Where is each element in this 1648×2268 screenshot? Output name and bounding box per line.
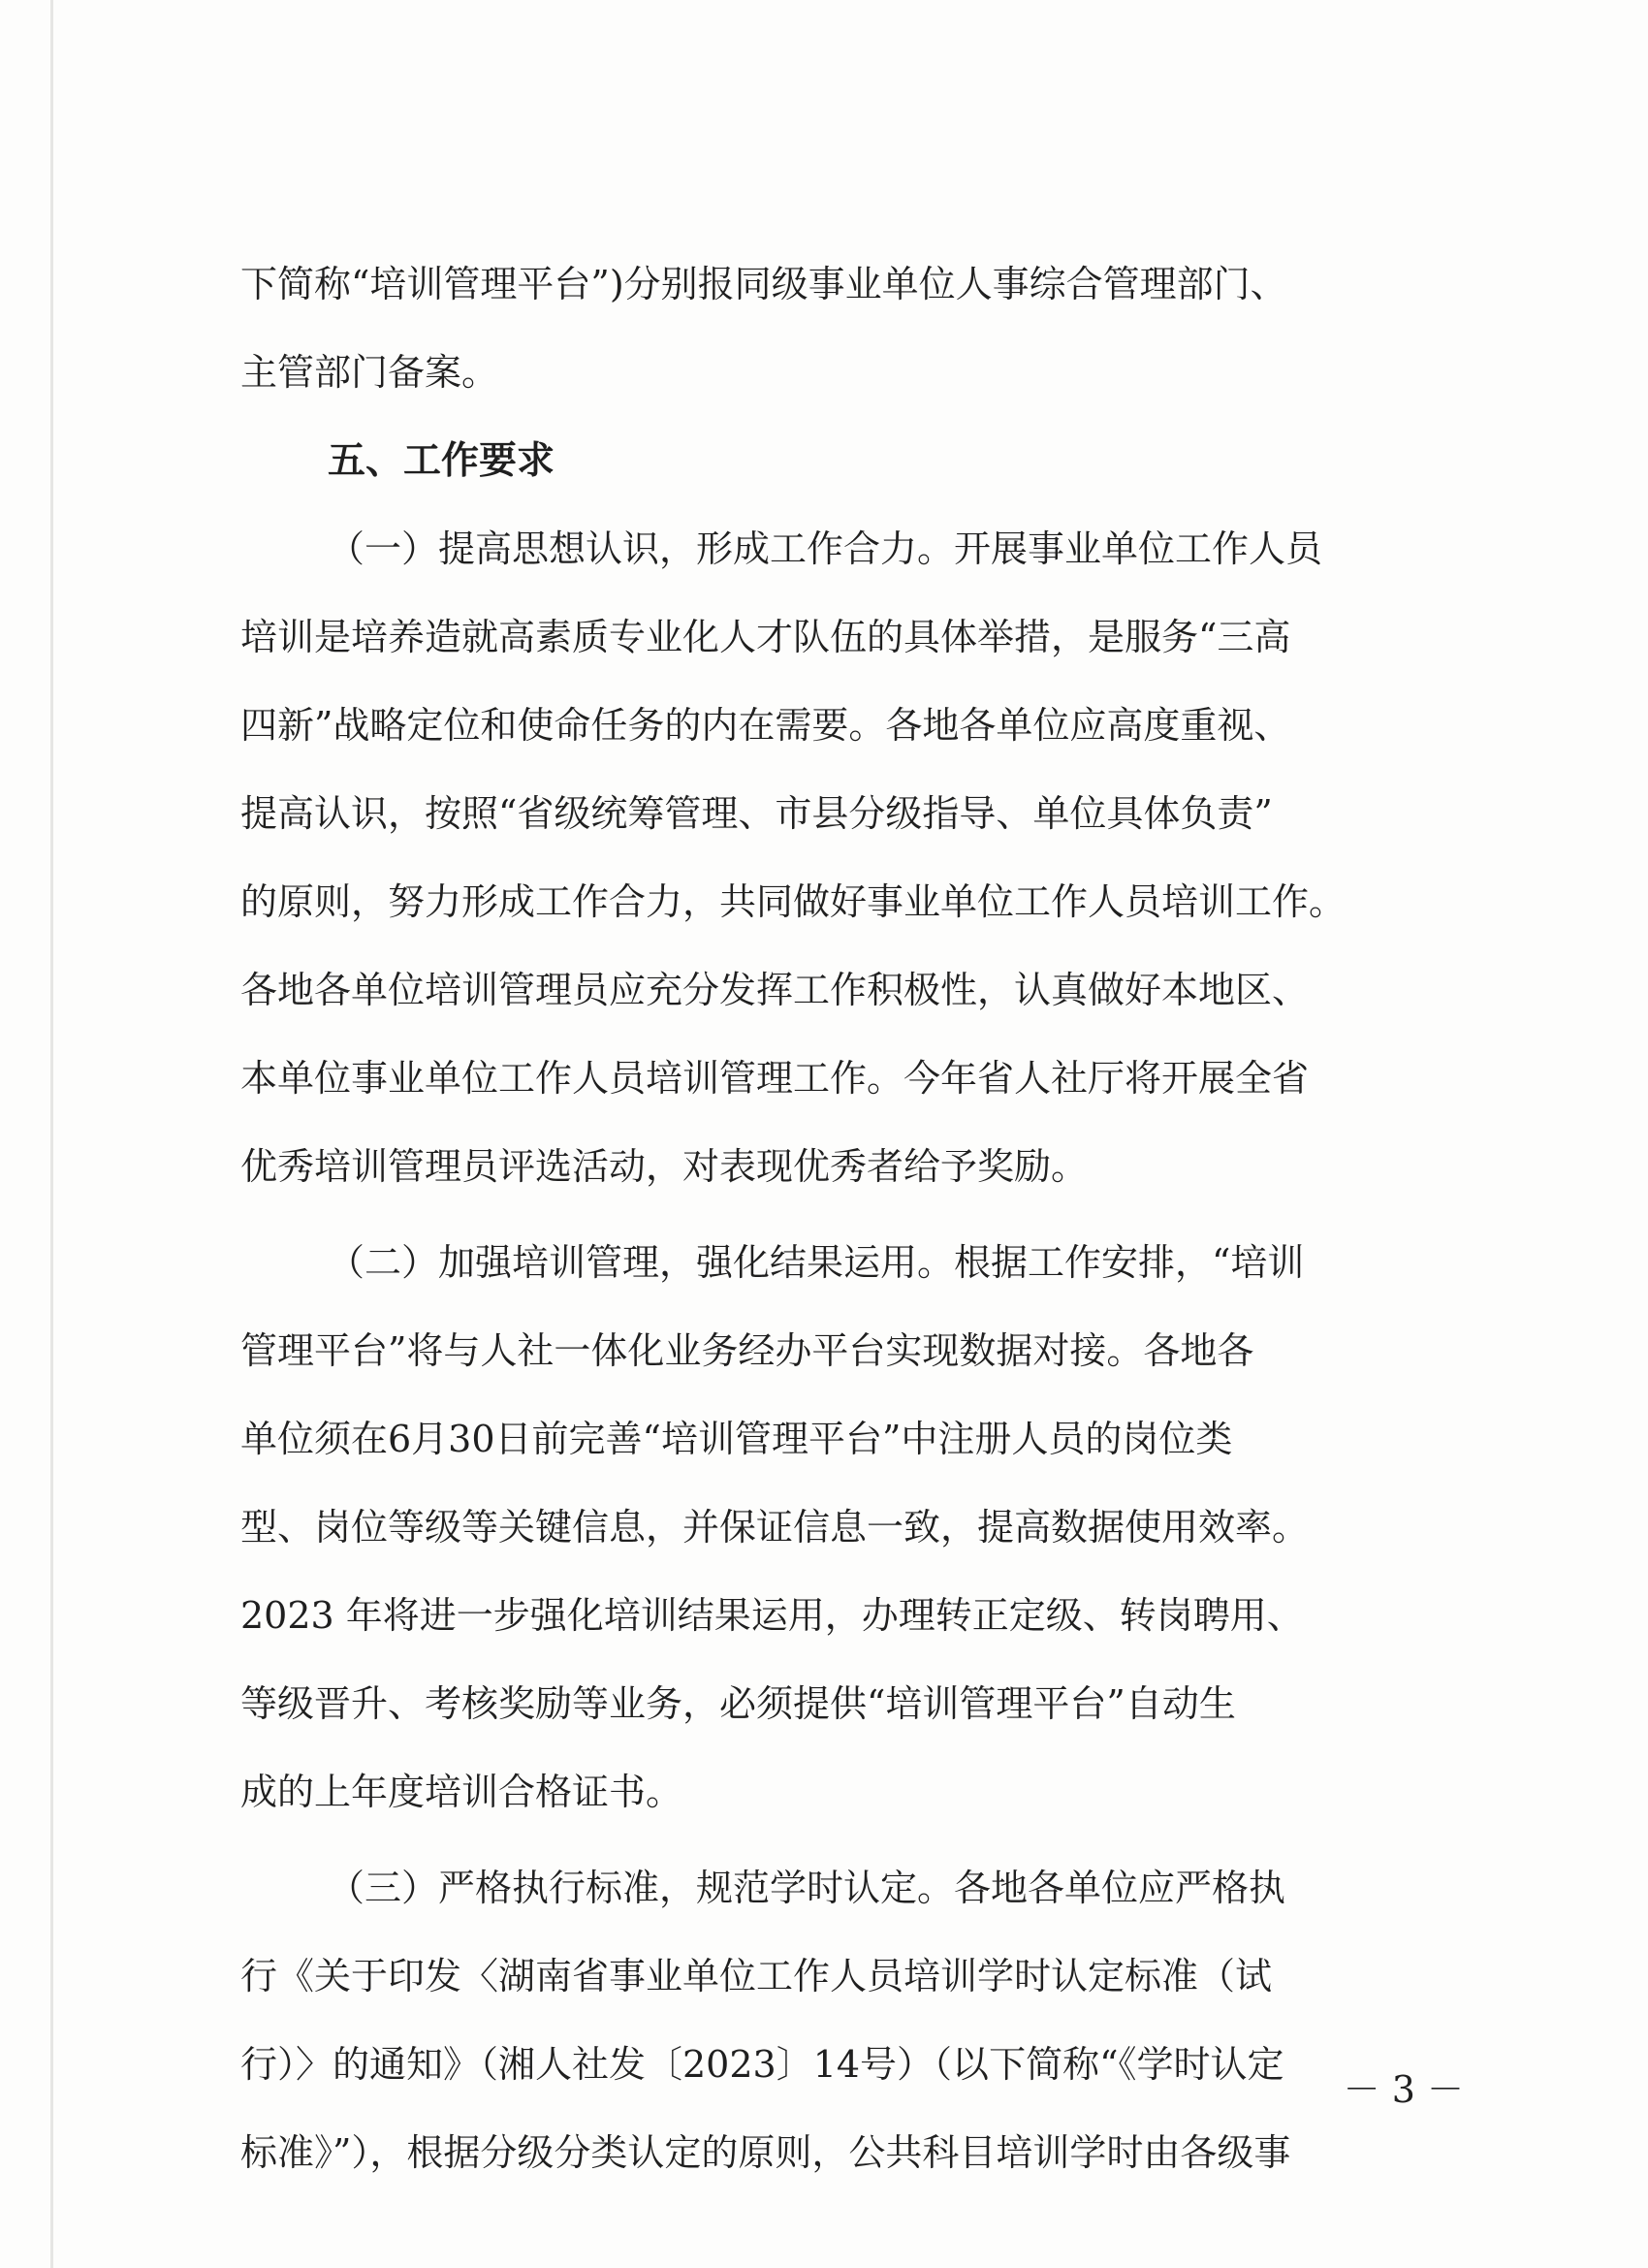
paragraph-start: （二）加强培训管理，强化结果运用。根据工作安排，“培训 [328,1241,1305,1284]
paragraph-start: （三）严格执行标准，规范学时认定。各地各单位应严格执 [328,1867,1286,1909]
text-line: 优秀培训管理员评选活动，对表现优秀者给予奖励。 [240,1145,1089,1188]
text-line: 2023 年将进一步强化培训结果运用，办理转正定级、转岗聘用、 [240,1594,1304,1637]
text-line: 标准》”），根据分级分类认定的原则，公共科目培训学时由各级事 [240,2131,1291,2174]
document-body [240,240,1447,2197]
section-heading: 五、工作要求 [328,439,555,483]
text-line: 型、岗位等级等关键信息，并保证信息一致，提高数据使用效率。 [240,1506,1310,1549]
text-line: 本单位事业单位工作人员培训管理工作。今年省人社厅将开展全省 [240,1057,1310,1100]
text-line: 管理平台”将与人社一体化业务经办平台实现数据对接。各地各 [240,1329,1254,1372]
paragraph-start: （一）提高思想认识，形成工作合力。开展事业单位工作人员 [328,527,1323,570]
text-line: 四新”战略定位和使命任务的内在需要。各地各单位应高度重视、 [240,704,1291,747]
text-line: 行《关于印发〈湖南省事业单位工作人员培训学时认定标准（试 [240,1955,1273,1997]
text-line: 主管部门备案。 [240,351,499,394]
text-line: 下简称“培训管理平台”)分别报同级事业单位人事综合管理部门、 [240,263,1287,305]
text-line: 的原则，努力形成工作合力，共同做好事业单位工作人员培训工作。 [240,880,1347,923]
text-line: 培训是培养造就高素质专业化人才队伍的具体举措，是服务“三高 [240,616,1291,658]
text-line: 各地各单位培训管理员应充分发挥工作积极性，认真做好本地区、 [240,969,1310,1011]
text-line: 等级晋升、考核奖励等业务，必须提供“培训管理平台”自动生 [240,1682,1236,1725]
text-line: 行）〉的通知》（湘人社发〔2023〕14号）（以下简称“《学时认定 [240,2043,1284,2086]
page-number: － 3 － [1343,2068,1464,2111]
text-line: 单位须在6月30日前完善“培训管理平台”中注册人员的岗位类 [240,1418,1233,1460]
scan-edge [50,0,53,2268]
text-line: 提高认识，按照“省级统筹管理、市县分级指导、单位具体负责” [240,792,1273,835]
text-line: 成的上年度培训合格证书。 [240,1771,683,1813]
